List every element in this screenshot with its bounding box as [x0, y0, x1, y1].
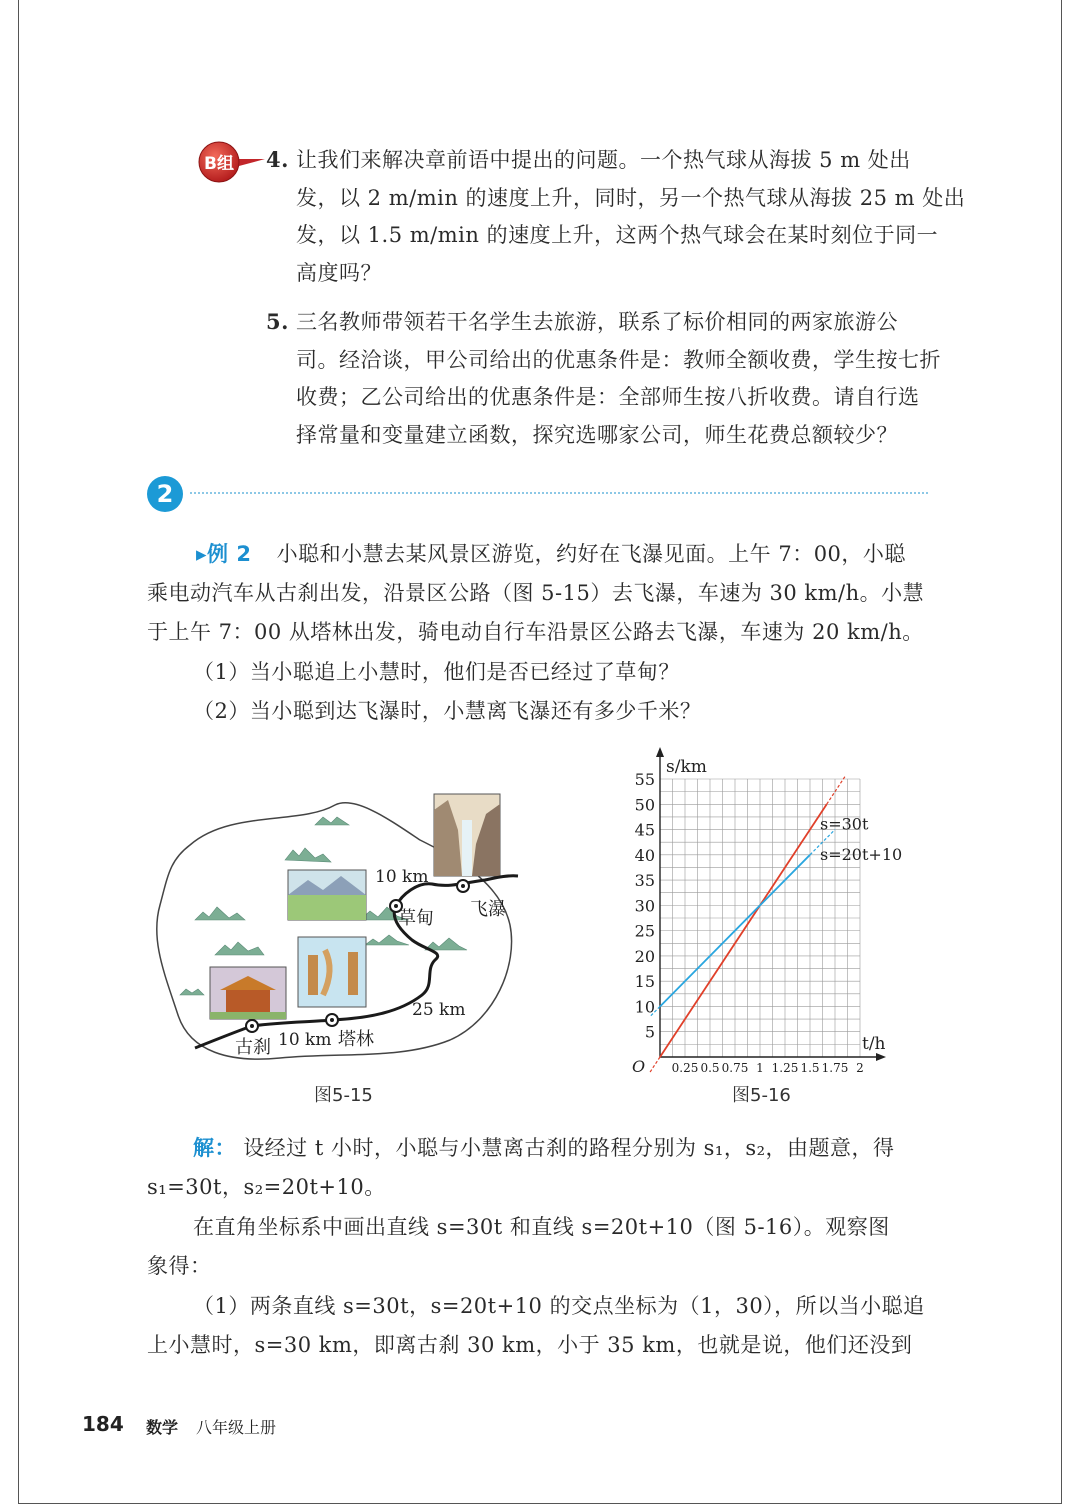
chart-axes — [656, 747, 886, 1061]
series-extension-0 — [827, 776, 845, 804]
solution-line-1 — [193, 1134, 895, 1162]
figure-5-15-caption: 图5-15 — [314, 1085, 373, 1106]
x-tick-label: 0.5 — [700, 1061, 720, 1075]
place-talin: 塔林 — [338, 1029, 374, 1050]
place-caodian: 草甸 — [398, 908, 434, 929]
badge-label: B组 — [204, 154, 234, 174]
x-tick-label: 1.25 — [771, 1061, 799, 1075]
y-axis-arrow — [656, 747, 664, 757]
example-2-line-2: 乘电动汽车从古刹出发，沿景区公路（图 5-15）去飞瀑，车速为 30 km/h。小慧 — [147, 581, 925, 605]
distance-gucha-talin: 10 km — [278, 1030, 332, 1050]
footer-grade: 八年级上册 — [196, 1418, 277, 1437]
problem-5-line-1: 三名教师带领若干名学生去旅游，联系了标价相同的两家旅游公 — [296, 310, 898, 334]
y-tick-label: 10 — [634, 997, 655, 1017]
example-2-line-1 — [196, 540, 906, 568]
y-tick-label: 40 — [634, 845, 655, 865]
y-tick-label: 55 — [634, 770, 655, 789]
solution-line-4: 象得： — [147, 1254, 212, 1278]
y-tick-label: 25 — [634, 921, 655, 941]
x-tick-label: 1 — [756, 1061, 764, 1075]
solution-line-3: 在直角坐标系中画出直线 s=30t 和直线 s=20t+10（图 5-16）。观察图 — [193, 1215, 890, 1239]
solution-line-5: （1）两条直线 s=30t，s=20t+10 的交点坐标为（1，30），所以当小聪追 — [193, 1294, 925, 1318]
x-tick-label: 0.75 — [721, 1061, 749, 1075]
x-axis-arrow — [876, 1053, 886, 1061]
series-label-0: s=30t — [820, 814, 869, 834]
distance-talin-caodian: 25 km — [412, 1000, 466, 1020]
origin-label: O — [632, 1057, 646, 1076]
x-axis-label: t/h — [862, 1034, 886, 1054]
series-label-1: s=20t+10 — [820, 844, 903, 864]
place-feipu: 飞瀑 — [470, 899, 506, 920]
place-gucha: 古刹 — [235, 1037, 271, 1058]
problem-5-line-4: 择常量和变量建立函数，探究选哪家公司，师生花费总额较少？ — [296, 423, 898, 447]
section-number-badge: 2 — [147, 476, 183, 512]
distance-time-chart — [620, 745, 930, 1080]
example-question-1: （1）当小聪追上小慧时，他们是否已经过了草甸？ — [193, 660, 680, 684]
problem-4-line-4: 高度吗？ — [296, 261, 382, 285]
problem-5-line-3: 收费；乙公司给出的优惠条件是：全部师生按八折收费。请自行选 — [296, 385, 920, 409]
y-tick-label: 45 — [634, 820, 655, 840]
x-tick-label: 2 — [856, 1061, 864, 1075]
problem-5-line-2: 司。经洽谈，甲公司给出的优惠条件是：教师全额收费，学生按七折 — [296, 348, 941, 372]
y-tick-label: 35 — [634, 871, 655, 891]
example-question-2: （2）当小聪到达飞瀑时，小慧离飞瀑还有多少千米？ — [193, 699, 702, 723]
figure-5-16-caption: 图5-16 — [732, 1085, 791, 1106]
scenic-map — [150, 790, 520, 1065]
y-tick-label: 15 — [634, 972, 655, 992]
y-tick-label: 50 — [634, 795, 655, 815]
solution-line-2: s₁=30t，s₂=20t+10。 — [147, 1175, 386, 1199]
solution-label: 解： — [193, 1136, 236, 1160]
problem-4-number: 4. — [266, 147, 289, 172]
y-tick-label: 30 — [634, 896, 655, 916]
example-2-line-3: 于上午 7：00 从塔林出发，骑电动自行车沿景区公路去飞瀑，车速为 20 km/h。 — [147, 620, 924, 644]
x-tick-label: 0.25 — [671, 1061, 699, 1075]
solution-line-6: 上小慧时，s=30 km，即离古刹 30 km，小于 35 km，也就是说，他们还没到 — [147, 1333, 913, 1357]
problem-5-number: 5. — [266, 309, 289, 334]
solution-text-1: 设经过 t 小时，小聪与小慧离古刹的路程分别为 s₁，s₂，由题意，得 — [243, 1136, 895, 1160]
b-group-badge — [195, 140, 265, 184]
problem-4-line-2: 发，以 2 m/min 的速度上升，同时，另一个热气球从海拔 25 m 处出 — [296, 186, 966, 210]
section-divider — [190, 492, 928, 494]
distance-caodian-feipu: 10 km — [375, 867, 429, 887]
page-number: 184 — [82, 1412, 124, 1436]
y-tick-label: 20 — [634, 946, 655, 966]
problem-4-line-1: 让我们来解决章前语中提出的问题。一个热气球从海拔 5 m 处出 — [296, 148, 911, 172]
y-axis-label: s/km — [666, 757, 707, 777]
y-tick-label: 5 — [644, 1022, 655, 1042]
x-tick-label: 1.75 — [821, 1061, 849, 1075]
example-text-1: 小聪和小慧去某风景区游览，约好在飞瀑见面。上午 7：00，小聪 — [276, 542, 906, 566]
footer-subject: 数学 — [146, 1418, 179, 1437]
series-back-extension-0 — [650, 1057, 660, 1072]
problem-4-line-3: 发，以 1.5 m/min 的速度上升，这两个热气球会在某时刻位于同一 — [296, 223, 939, 247]
example-label: ▸例 2 — [196, 542, 252, 566]
x-tick-label: 1.5 — [800, 1061, 820, 1075]
